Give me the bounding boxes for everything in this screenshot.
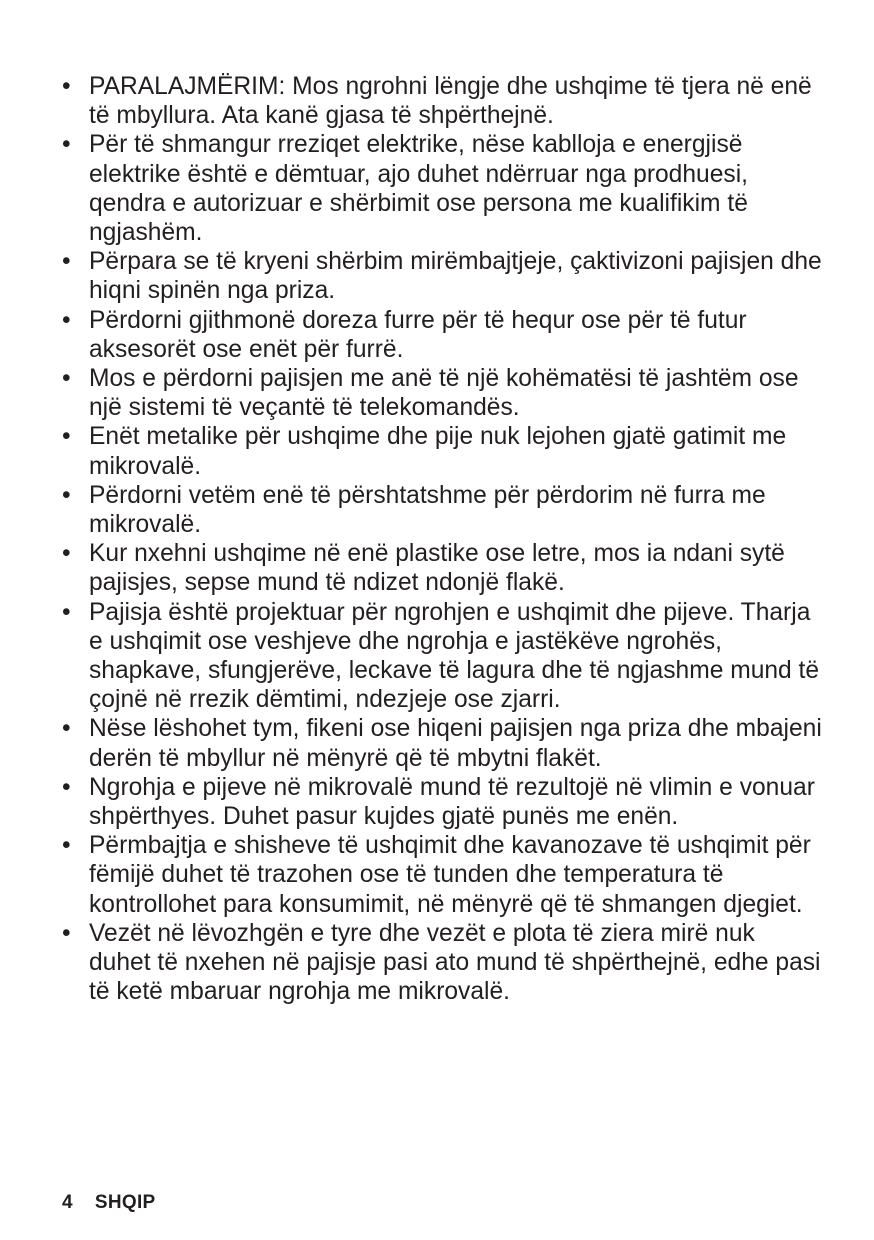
list-item [62,247,822,305]
list-item [62,306,822,364]
list-item [62,714,822,772]
list-item-text: Për të shmangur rreziqet elektrike, nëse kablloja e energjisë elektrike është e dëmtuar, ajo duhet ndërruar nga prodhuesi, qendra e autorizuar e shërbimit ose persona me kualifikim të ngjashëm. [89,131,748,247]
bullet-icon: • [62,832,71,860]
bullet-icon: • [62,306,71,334]
list-item [62,919,822,1007]
section-language: SHQIP [94,1192,156,1213]
list-item-text: Përmbajtja e shisheve të ushqimit dhe kavanozave të ushqimit për fëmijë duhet të trazohen ose të tunden dhe temperatura të kontrollohet para konsumimit, në mënyrë që të shmangen djegiet. [89,832,811,918]
bullet-icon: • [62,715,71,743]
safety-instructions [62,72,822,1007]
bullet-list [62,72,822,1007]
list-item [62,773,822,831]
bullet-icon: • [62,423,71,451]
list-item-text: Kur nxehni ushqime në enë plastike ose letre, mos ia ndani sytë pajisjes, sepse mund të ndizet ndonjë flakë. [89,540,785,597]
list-item-text: Mos e përdorni pajisjen me anë të një kohëmatësi të jashtëm ose një sistemi të veçantë të telekomandës. [89,365,799,422]
list-item-text: Ngrohja e pijeve në mikrovalë mund të rezultojë në vlimin e vonuar shpërthyes. Duhet pasur kujdes gjatë punës me enën. [89,773,815,831]
list-item [62,72,822,130]
list-item [62,422,822,480]
bullet-icon: • [62,481,71,509]
bullet-icon: • [62,248,71,276]
list-item [62,481,822,539]
list-item-text: Përdorni gjithmonë doreza furre për të hequr ose për të futur aksesorët ose enët për furrë. [89,306,747,363]
bullet-icon: • [62,73,71,100]
list-item [62,598,822,715]
list-item-text: Pajisja është projektuar për ngrohjen e ushqimit dhe pijeve. Tharja e ushqimit ose veshjeve dhe ngrohja e jastëkëve ngrohës, shapkave, sfungjerëve, leckave të lagura dhe të ngjashme mund të çojnë në rrezik dëmtimi, ndezjeje ose zjarri. [89,598,820,714]
bullet-icon: • [62,131,71,159]
bullet-icon: • [62,365,71,393]
bullet-icon: • [62,598,71,626]
bullet-icon: • [62,773,71,801]
list-item [62,364,822,422]
list-item [62,539,822,597]
bullet-icon: • [62,540,71,568]
list-item-text: PARALAJMËRIM: Mos ngrohni lëngje dhe ushqime të tjera në enë të mbyllura. Ata kanë gjasa të shpërthejnë. [89,73,812,130]
list-item-text: Përdorni vetëm enë të përshtatshme për përdorim në furra me mikrovalë. [89,481,766,539]
list-item [62,831,822,919]
page-footer [62,1192,156,1214]
page-number: 4 [62,1192,73,1213]
list-item-text: Vezët në lëvozhgën e tyre dhe vezët e plota të ziera mirë nuk duhet të nxehen në pajisje pasi ato mund të shpërthejnë, edhe pasi të ketë mbaruar ngrohja me mikrovalë. [89,919,821,1006]
bullet-icon: • [62,919,71,947]
list-item-text: Nëse lëshohet tym, fikeni ose hiqeni pajisjen nga priza dhe mbajeni derën të mbyllur në mënyrë që të mbytni flakët. [89,715,822,772]
list-item-text: Enët metalike për ushqime dhe pije nuk lejohen gjatë gatimit me mikrovalë. [89,423,787,480]
list-item [62,130,822,247]
list-item-text: Përpara se të kryeni shërbim mirëmbajtjeje, çaktivizoni pajisjen dhe hiqni spinën nga priza. [89,248,822,305]
